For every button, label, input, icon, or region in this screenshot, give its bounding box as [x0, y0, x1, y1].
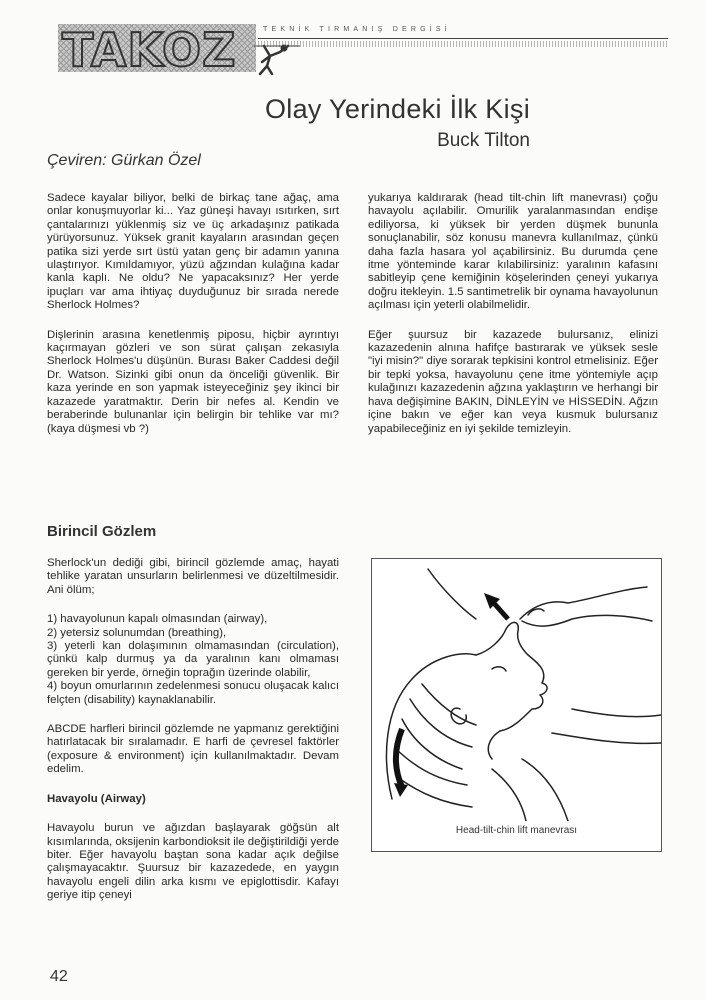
climber-icon [254, 44, 306, 80]
article-title: Olay Yerindeki İlk Kişi [264, 94, 530, 124]
page-number: 42 [50, 968, 68, 985]
section-heading: Birincil Gözlem [47, 523, 157, 540]
subheading: Havayolu (Airway) [47, 792, 146, 805]
left-column-section [47, 557, 339, 919]
head-tilt-illustration [372, 559, 661, 821]
paragraph: Havayolu burun ve ağızdan başlayarak göğsün alt kısımlarında, oksijenin karbondioksit ile değiştirildiği yerde biter. Eğer havayolu baştan sona kadar açık değilse çalışmayacaktır. Şuursuz bir kazazedede, en yaygın havayolu engeli dilin arka kısmı ve epiglottisdir. Kafayı geriye itip çeneyi [47, 822, 339, 902]
paragraph: yukarıya kaldırarak (head tilt-chin lift manevrası) çoğu havayolu açılabilir. Omurilik yaralanmasından endişe ediliyorsa, ki yüksek bir yerden düşmek bununla sonuçlanabilir, söz konusu manevra kullanılmaz, çünkü daha fazla hasara yol açabilirsiniz. Bu durumda çene itme yönteminde karar kılabilirsiniz: yaralının kafasını sabitleyip çene kemiğinin köşelerinden çeneyi yukarıya doğru itekleyin. 1.5 santimetrelik bir oynama havayolunun açılması için yeterli olabilmelidir. [368, 192, 658, 312]
paragraph: ABCDE harfleri birincil gözlemde ne yapmanız gerektiğini hatırlatacak bir sıralamadır. E harfi de çevresel faktörler (exposure & environment) için kullanılmaktadır. Devam edelim. [47, 723, 339, 776]
magazine-subtitle: TEKNİK TIRMANIŞ DERGİSİ [263, 26, 451, 33]
article-author: Buck Tilton [437, 130, 530, 151]
figure-box [371, 558, 662, 852]
header-rule [258, 38, 668, 39]
magazine-header [58, 18, 668, 78]
header-rule-hatch [258, 41, 668, 47]
paragraph: Sherlock'un dediği gibi, birincil gözlemde amaç, hayati tehlike yaratan unsurların belirlenmesi ve düzeltilmesidir. Ani ölüm; [47, 557, 339, 596]
paragraph: Sadece kayalar biliyor, belki de birkaç tane ağaç, ama onlar konuşmuyorlar ki... Yaz güneşi havayı ısıtırken, sırt çantalarınızı yüklenmiş siz ve üç arkadaşınız patikada yürüyorsunuz. Yüksek granit kayaların arasından geçen patika sizi yerde sırt üstü yatan genç bir adamın yanına ulaştırıyor. Kımıldamıyor, yüzü ağzından kulağına kadar kanla kaplı. Ne oldu? Ne yapacaksınız? Her yerde ipuçları var ama ihtiyaç duyduğunuz bir sırada nerede Sherlock Holmes? [47, 192, 339, 312]
numbered-list: 1) havayolunun kapalı olmasından (airway), 2) yetersiz solunumdan (breathing), 3) yeterli kan dolaşımının olmamasından (circulation), çünkü kalp durmuş ya da yaralının kanı olmaması gereken bir yerde, örneğin toprağın üzerinde olabilir, 4) boyun omurlarının zedelenmesi sonucu oluşacak kalıcı felçten (disability) kaynaklanabilir. [47, 613, 339, 706]
paragraph: Dişlerinin arasına kenetlenmiş piposu, hiçbir ayrıntıyı kaçırmayan gözleri ve son sürat çalışan zekasıyla Sherlock Holmes'u düşünün. Burası Baker Caddesi değil Dr. Watson. Sizinki gibi onun da önceliği güvenlik. Bir kaza yerinde en son yapmak isteyeceğiniz şey ikinci bir kazazede yaratmaktır. Derin bir nefes al. Kendin ve beraberinde bulunanlar için belirgin bir tehlike var mı? (kaya düşmesi vb ?) [47, 328, 339, 435]
paragraph: Eğer şuursuz bir kazazede bulursanız, elinizi kazazedenin alnına hafifçe bastırarak ve yüksek sesle "iyi misin?" diye sorarak tepkisini kontrol etmelisiniz. Eğer bir tepki yoksa, havayolunu çene itme yöntemiyle açıp kulağınızı kazazedenin ağzına yaklaştırın ve herhangi bir hava değişimine BAKIN, DİNLEYİN ve HİSSEDİN. Ağzın içine bakın ve eğer kan veya kusmuk bulursanız yapabileceğiniz en iyi şekilde temizleyin. [368, 328, 658, 435]
magazine-logo: TAKOZ [62, 23, 237, 77]
left-column-intro [47, 192, 339, 452]
translator-credit: Çeviren: Gürkan Özel [47, 152, 201, 169]
logo-block [58, 23, 256, 77]
right-column [368, 192, 658, 452]
figure-caption: Head-tilt-chin lift manevrası [455, 825, 578, 836]
